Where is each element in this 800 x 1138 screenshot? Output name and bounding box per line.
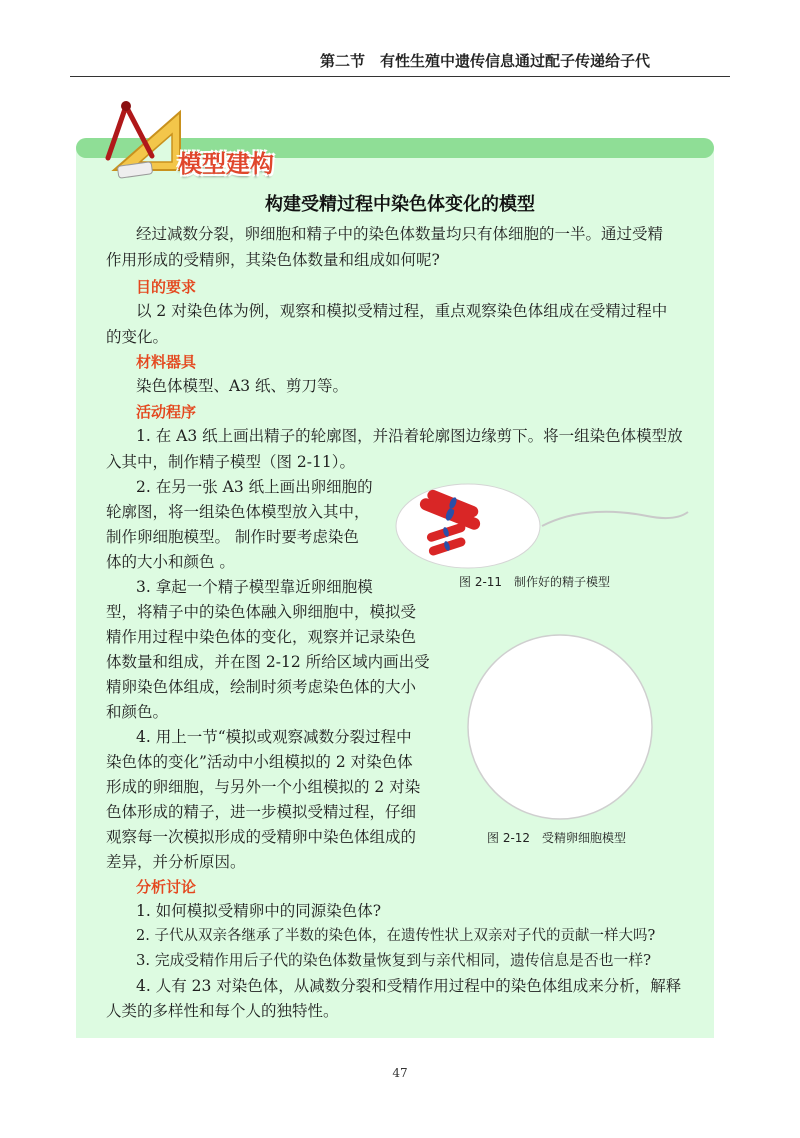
procedure-line: 和颜色。 bbox=[106, 703, 169, 721]
procedure-line: 轮廓图，将一组染色体模型放入其中， bbox=[106, 503, 370, 521]
procedure-line: 3. 拿起一个精子模型靠近卵细胞模 bbox=[136, 578, 373, 596]
discussion-line: 3. 完成受精作用后子代的染色体数量恢复到与亲代相同，遗传信息是否也一样? bbox=[136, 952, 652, 969]
figure-caption-2-12: 图 2-12 受精卵细胞模型 bbox=[487, 831, 627, 845]
discussion-line: 4. 人有 23 对染色体，从减数分裂和受精作用过程中的染色体组成来分析，解释 bbox=[136, 977, 682, 995]
materials-heading: 材料器具 bbox=[136, 353, 197, 371]
procedure-line: 4. 用上一节“模拟或观察减数分裂过程中 bbox=[136, 728, 412, 746]
procedure-line: 色体形成的精子，进一步模拟受精过程，仔细 bbox=[106, 803, 417, 821]
procedure-line: 染色体的变化”活动中小组模拟的 2 对染色体 bbox=[106, 753, 413, 771]
procedure-line: 入其中，制作精子模型（图 2-11）。 bbox=[106, 453, 356, 471]
banner-title: 模型建构 bbox=[178, 150, 274, 178]
chapter-section-title: 第二节 有性生殖中遗传信息通过配子传递给子代 bbox=[319, 52, 650, 70]
page-header bbox=[0, 40, 800, 78]
discussion-heading: 分析讨论 bbox=[136, 878, 197, 896]
procedure-line: 制作卵细胞模型。 制作时要考虑染色 bbox=[106, 528, 359, 546]
header-rule bbox=[70, 76, 730, 77]
procedure-heading: 活动程序 bbox=[136, 403, 197, 421]
purpose-heading: 目的要求 bbox=[136, 278, 197, 296]
procedure-line: 1. 在 A3 纸上画出精子的轮廓图，并沿着轮廓图边缘剪下。将一组染色体模型放 bbox=[136, 427, 683, 445]
procedure-line: 差异，并分析原因。 bbox=[106, 853, 246, 871]
purpose-line: 以 2 对染色体为例，观察和模拟受精过程，重点观察染色体组成在受精过程中 bbox=[136, 302, 668, 320]
procedure-line: 2. 在另一张 A3 纸上画出卵细胞的 bbox=[136, 478, 373, 496]
procedure-line: 形成的卵细胞，与另外一个小组模拟的 2 对染 bbox=[106, 778, 421, 796]
procedure-line: 精卵染色体组成，绘制时须考虑染色体的大小 bbox=[106, 678, 417, 696]
discussion-line: 人类的多样性和每个人的独特性。 bbox=[106, 1002, 339, 1020]
procedure-line: 型，将精子中的染色体融入卵细胞中，模拟受 bbox=[106, 603, 417, 621]
page-number: 47 bbox=[392, 1066, 408, 1080]
figure-caption-2-11: 图 2-11 制作好的精子模型 bbox=[459, 575, 611, 589]
procedure-line: 精作用过程中染色体的变化，观察并记录染色 bbox=[106, 628, 417, 646]
materials-line: 染色体模型、A3 纸、剪刀等。 bbox=[136, 377, 348, 395]
fertilized-egg-model-figure bbox=[466, 633, 654, 821]
discussion-line: 2. 子代从双亲各继承了半数的染色体，在遗传性状上双亲对子代的贡献一样大吗? bbox=[136, 928, 656, 944]
purpose-line: 的变化。 bbox=[106, 328, 169, 346]
discussion-line: 1. 如何模拟受精卵中的同源染色体? bbox=[136, 902, 382, 920]
procedure-line: 观察每一次模拟形成的受精卵中染色体组成的 bbox=[106, 828, 417, 846]
intro-line: 作用形成的受精卵，其染色体数量和组成如何呢? bbox=[106, 251, 440, 269]
procedure-line: 体的大小和颜色 。 bbox=[106, 553, 235, 571]
procedure-line: 体数量和组成，并在图 2-12 所给区域内画出受 bbox=[106, 653, 430, 671]
sperm-model-figure bbox=[392, 482, 692, 570]
activity-title: 构建受精过程中染色体变化的模型 bbox=[265, 194, 535, 215]
intro-line: 经过减数分裂，卵细胞和精子中的染色体数量均只有体细胞的一半。通过受精 bbox=[136, 225, 664, 243]
